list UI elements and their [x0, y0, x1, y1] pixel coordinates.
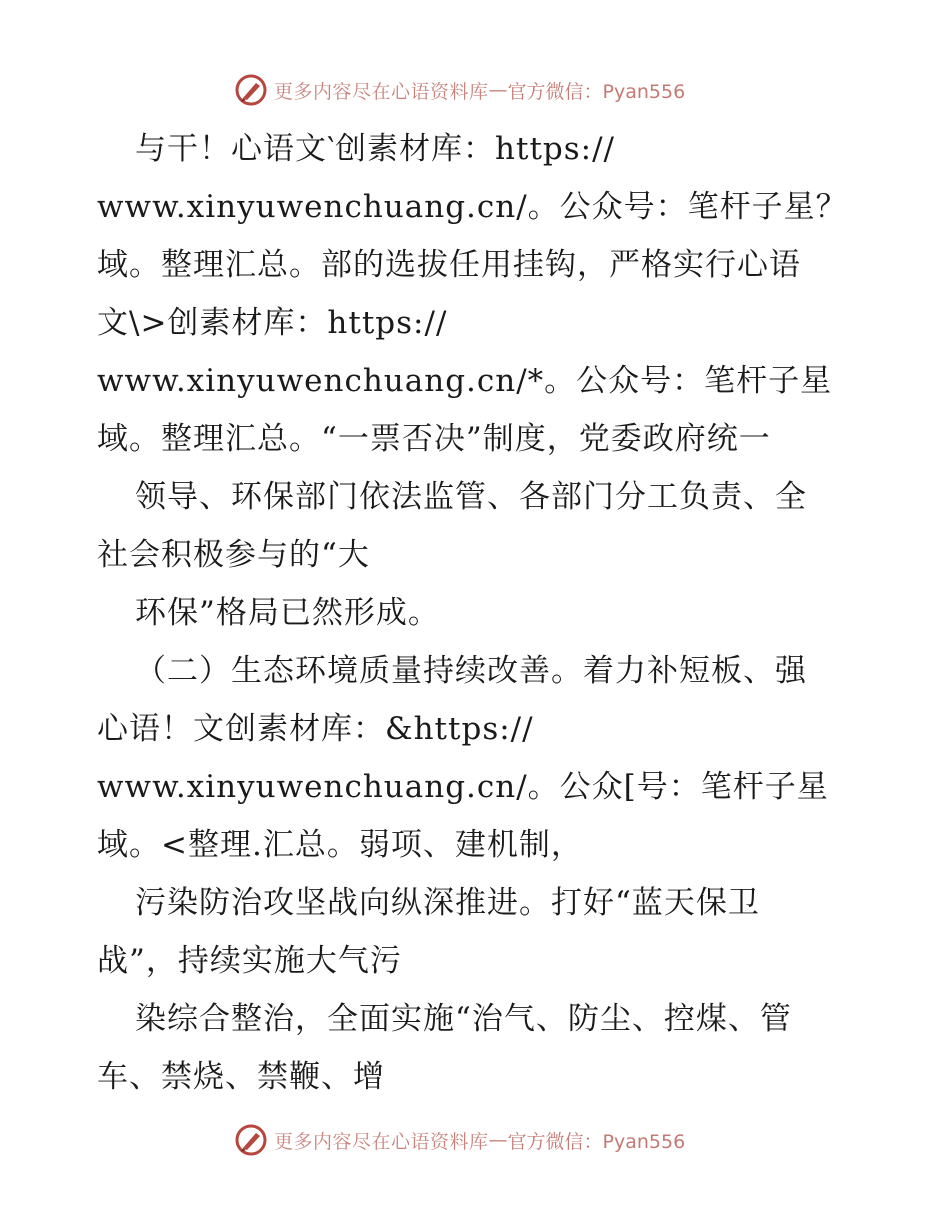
watermark-separator: — [488, 1129, 508, 1151]
text-line: 领导、环保部门依法监管、各部门分工负责、全 [135, 479, 807, 515]
document-body [97, 120, 857, 1106]
text-line: www.xinyuwenchuang.cn/。公众[号：笔杆子星 [97, 769, 829, 805]
text-line: 域。<整理.汇总。弱项、建机制， [97, 827, 583, 863]
text-line: 域。整理汇总。“一票否决”制度，党委政府统一 [97, 421, 771, 457]
text-line: 车、禁烧、禁鞭、增 [97, 1059, 385, 1095]
text-line: 战”，持续实施大气污 [97, 943, 402, 979]
text-line: www.xinyuwenchuang.cn/*。公众号：笔杆子星 [97, 363, 833, 399]
watermark-separator: — [488, 79, 508, 101]
text-line: 染综合整治，全面实施“治气、防尘、控煤、管 [135, 1001, 792, 1037]
watermark-text: 更多内容尽在心语资料库 [274, 1130, 489, 1153]
text-line: 环保”格局已然形成。 [135, 595, 440, 631]
text-line: 心语！文创素材库：&https:// [97, 711, 534, 747]
text-line: 与干！心语文‵创素材库：https:// [135, 131, 616, 167]
header-watermark [234, 72, 685, 108]
watermark-contact: 官方微信：Pyan556 [507, 1130, 686, 1153]
text-line: 文\>创素材库：https:// [97, 305, 448, 341]
watermark-text: 更多内容尽在心语资料库 [274, 80, 489, 103]
text-line: www.xinyuwenchuang.cn/。公众号：笔杆子星？ [97, 189, 848, 225]
text-line: （二）生态环境质量持续改善。着力补短板、强 [135, 653, 807, 689]
text-line: 社会积极参与的“大 [97, 537, 370, 573]
pen-circle-logo-icon [234, 1123, 268, 1157]
footer-watermark [234, 1122, 685, 1158]
text-line: 域。整理汇总。部的选拔任用挂钩，严格实行心语 [97, 247, 801, 283]
text-line: 污染防治攻坚战向纵深推进。打好“蓝天保卫 [135, 885, 760, 921]
watermark-contact: 官方微信：Pyan556 [507, 80, 686, 103]
pen-circle-logo-icon [234, 73, 268, 107]
